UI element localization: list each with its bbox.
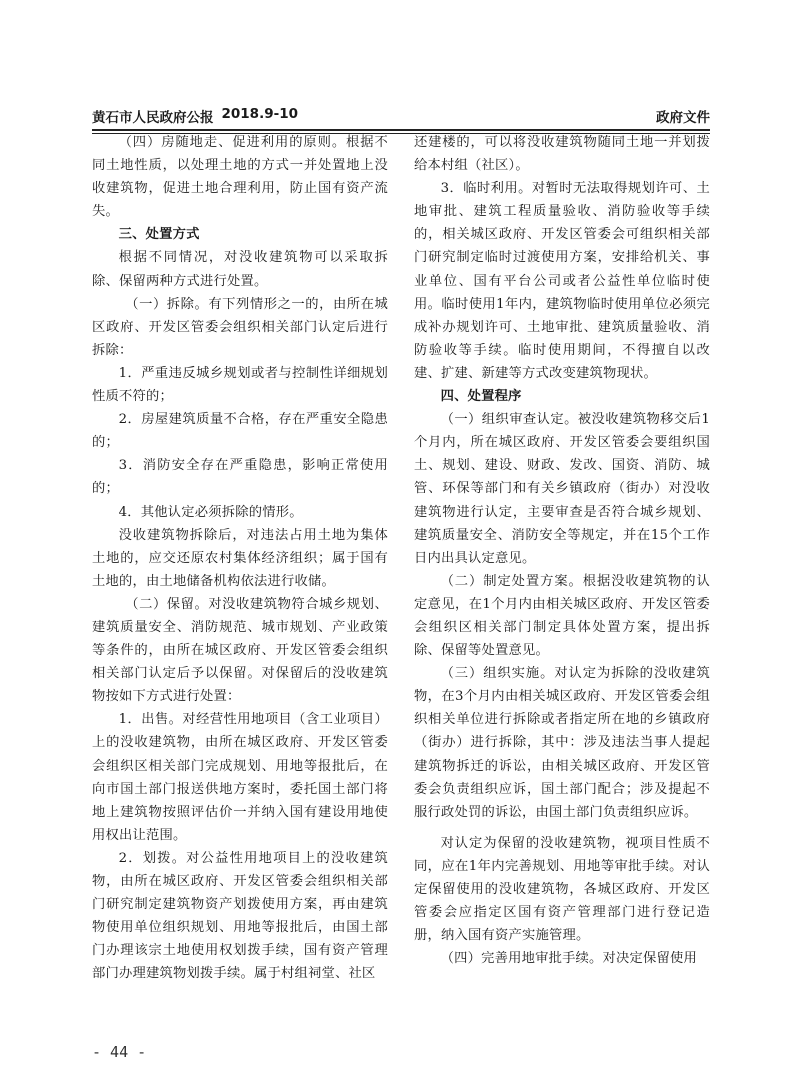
left-column (92, 131, 388, 985)
right-column (414, 131, 710, 970)
publication-title: 黄石市人民政府公报 (92, 110, 214, 126)
body-paragraph: （三）组织实施。对认定为拆除的没收建筑物，在3个月内由相关城区政府、开发区管委会组织相关单位进行拆除或者指定所在地的乡镇政府（街办）进行拆除，其中：涉及违法当事人提起建筑物拆迁的诉讼，由相关城区政府、开发区管委会负责组织应诉，国土部门配合；涉及提起不服行政处罚的诉讼，由国土部门负责组织应诉。 (414, 666, 710, 820)
body-paragraph: （一）拆除。有下列情形之一的，由所在城区政府、开发区管委会组织相关部门认定后进行拆除： (92, 296, 388, 358)
header-left (92, 106, 298, 126)
section-heading: 三、处置方式 (118, 227, 200, 243)
body-paragraph: 2．划拨。对公益性用地项目上的没收建筑物，由所在城区政府、开发区管委会组织相关部门研究制定建筑物资产划拨使用方案，再由建筑物使用单位组织规划、用地等报批后，由国土部门办理该宗土地使用权划拨手续，国有资产管理部门办理建筑物划拨手续。属于村组祠堂、社区 (92, 850, 388, 982)
body-paragraph: 3．消防安全存在严重隐患，影响正常使用的； (92, 458, 388, 497)
body-paragraph: （二）保留。对没收建筑物符合城乡规划、建筑质量安全、消防规范、城市规划、产业政策等条件的，由所在城区政府、开发区管委会组织相关部门认定后予以保留。对保留后的没收建筑物按如下方式进行处置： (92, 596, 388, 705)
section-title: 政府文件 (656, 110, 710, 126)
paragraph-gap (414, 824, 710, 832)
body-paragraph: （四）完善用地审批手续。对决定保留使用 (440, 951, 698, 967)
body-paragraph: （四）房随地走、促进利用的原则。根据不同土地性质，以处理土地的方式一并处置地上没收建筑物，促进土地合理利用，防止国有资产流失。 (92, 135, 388, 220)
body-paragraph: 3．临时利用。对暂时无法取得规划许可、土地审批、建筑工程质量验收、消防验收等手续的，相关城区政府、开发区管委会可组织相关部门研究制定临时过渡使用方案，安排给机关、事业单位、国有平台公司或者公益性单位临时使用。临时使用1年内，建筑物临时使用单位必须完成补办规划许可、土地审批、建筑质量验收、消防验收等手续。临时使用期间，不得擅自以改建、扩建、新建等方式改变建筑物现状。 (414, 181, 710, 381)
body-paragraph: 对认定为保留的没收建筑物，视项目性质不同，应在1年内完善规划、用地等审批手续。对认定保留使用的没收建筑物，各城区政府、开发区管委会应指定区国有资产管理部门进行登记造册，纳入国有资产实施管理。 (414, 835, 710, 944)
page-header (92, 104, 710, 126)
body-paragraph: 1．严重违反城乡规划或者与控制性详细规划性质不符的； (92, 365, 388, 405)
body-paragraph: 还建楼的，可以将没收建筑物随同土地一并划拨给本村组（社区）。 (414, 135, 710, 174)
body-paragraph: 没收建筑物拆除后，对违法占用土地为集体土地的，应交还原农村集体经济组织；属于国有土地的，由土地储备机构依法进行收储。 (92, 527, 388, 589)
body-paragraph: 1．出售。对经营性用地项目（含工业项目）上的没收建筑物，由所在城区政府、开发区管委会组织区相关部门完成规划、用地等报批后，在向市国土部门报送供地方案时，委托国土部门将地上建筑物按照评估价一并纳入国有建设用地使用权出让范围。 (92, 712, 388, 843)
body-paragraph: （二）制定处置方案。根据没收建筑物的认定意见，在1个月内由相关城区政府、开发区管委会组织区相关部门制定具体处置方案，提出拆除、保留等处置意见。 (414, 573, 710, 659)
body-paragraph: 2．房屋建筑质量不合格，存在严重安全隐患的； (92, 412, 388, 451)
issue-number: 2018.9-10 (221, 106, 298, 122)
section-heading: 四、处置程序 (440, 389, 522, 405)
body-paragraph: （一）组织审查认定。被没收建筑物移交后1个月内，所在城区政府、开发区管委会要组织国土、规划、建设、财政、发改、国资、消防、城管、环保等部门和有关乡镇政府（街办）对没收建筑物进行认定，主要审查是否符合城乡规划、建筑质量安全、消防安全等规定，并在15个工作日内出具认定意见。 (414, 412, 710, 566)
page-number: - 44 - (92, 1043, 147, 1061)
body-paragraph: 根据不同情况，对没收建筑物可以采取拆除、保留两种方式进行处置。 (92, 250, 388, 289)
body-paragraph: 4．其他认定必须拆除的情形。 (118, 504, 303, 520)
